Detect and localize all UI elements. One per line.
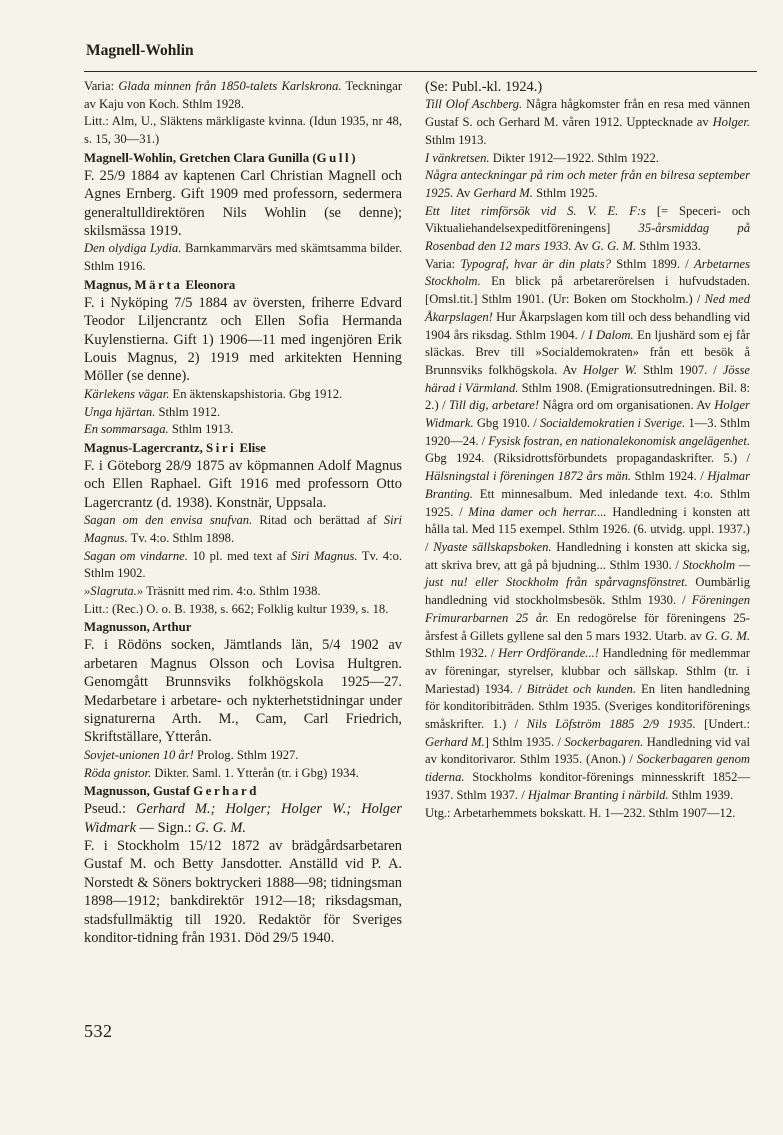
entry-work: En sommarsaga. Sthlm 1913. <box>84 422 234 437</box>
entry-heading: Magnus-Lagercrantz, Siri Elise <box>84 440 266 455</box>
entry-heading: Magnusson, Arthur <box>84 620 192 635</box>
entry-bio: F. i Göteborg 28/9 1875 av köpmannen Adolf Magnus och Ellen Raphael. Gift 1916 med professorn Otto Lagercrantz (d. 1938). Konstnär, Uppsala. <box>84 457 402 511</box>
entry-work: Röda gnistor. Dikter. Saml. 1. Ytterån (tr. i Gbg) 1934. <box>84 765 359 780</box>
entry-work: Sovjet-unionen 10 år! Prolog. Sthlm 1927. <box>84 747 299 762</box>
entry-work: »Slagruta.» Träsnitt med rim. 4:o. Sthlm 1938. <box>84 584 321 599</box>
page-header: Magnell-Wohlin <box>86 42 194 59</box>
entry-bio: F. i Rödöns socken, Jämtlands län, 5/4 1902 av arbetaren Magnus Olsson och Lovisa Hultgren. Genomgått Brunnsviks folkhögskola 1925—27. Medarbetare i arbetare- och nykterhetstidningar under signaturerna Arth. M., Cam, Carl Friedrich, Skriftställare, Ytterån. <box>84 637 402 746</box>
right-column <box>425 78 750 822</box>
entry-work: Den olydiga Lydia. Barnkammarvärs med skämtsamma bilder. Sthlm 1916. <box>84 241 403 274</box>
header-rule <box>84 71 757 72</box>
entry-litt: Litt.: Alm, U., Släktens märkligaste kvinna. (Idun 1935, nr 48, s. 15, 30—31.) <box>84 114 402 147</box>
entry-litt: Litt.: (Rec.) O. o. B. 1938, s. 662; Folklig kultur 1939, s. 18. <box>84 601 389 616</box>
entry-work: Ett litet rimförsök vid S. V. E. F:s [= Speceri- och Viktualiehandelsexpeditföreningens] 35-årsmiddag på Rosenbad den 12 mars 1933. Av G. G. M. Sthlm 1933. <box>425 203 751 254</box>
entry-work: Unga hjärtan. Sthlm 1912. <box>84 404 221 419</box>
entry-work: Några anteckningar på rim och meter från en bilresa september 1925. Av Gerhard M. Sthlm 1925. <box>425 168 750 200</box>
left-column <box>84 78 402 948</box>
entry-heading: Magnusson, Gustaf Gerhard <box>84 784 259 799</box>
entry-bio: F. i Nyköping 7/5 1884 av översten, friherre Edvard Teodor Liljencrantz och Ellen Sofia Hermanda Kuylenstierna. Gift 1) 1906—11 med ingenjören Erik Louis Magnus, 2) 1919 med arkitekten Henning Möller (se denne). <box>84 294 402 385</box>
entry-work: Till Olof Aschberg. Några hågkomster från en resa med vännen Gustaf S. och Gerhard M. våren 1912. Upptecknade av Holger. Sthlm 1913. <box>425 97 751 147</box>
entry-publ: (Se: Publ.-kl. 1924.) <box>425 79 543 95</box>
entry-work: Sagan om den envisa snufvan. Ritad och berättad af Siri Magnus. Tv. 4:o. Sthlm 1898. <box>84 513 402 545</box>
entry-work: Kärlekens vägar. En äktenskapshistoria. Gbg 1912. <box>84 386 343 401</box>
entry-varia: Varia: Glada minnen från 1850-talets Karlskrona. Teckningar av Kaju von Koch. Sthlm 1928. <box>84 79 403 111</box>
entry-work: I vänkretsen. Dikter 1912—1922. Sthlm 1922. <box>425 150 659 165</box>
entry-utg: Utg.: Arbetarhemmets bokskatt. H. 1—232. Sthlm 1907—12. <box>425 805 736 820</box>
entry-heading: Magnell-Wohlin, Gretchen Clara Gunilla (Gull) <box>84 150 356 165</box>
entry-bio: F. 25/9 1884 av kaptenen Carl Christian Magnell och Agnes Ernberg. Gift 1909 med professorn, sedermera generaltulldirektören Nils Wohlin (se denne); skilsmässa 1919. <box>84 167 402 240</box>
entry-work: Sagan om vindarne. 10 pl. med text af Siri Magnus. Tv. 4:o. Sthlm 1902. <box>84 548 403 581</box>
entry-pseud: Pseud.: Gerhard M.; Holger; Holger W.; Holger Widmark — Sign.: G. G. M. <box>84 801 402 836</box>
entry-varia: Varia: Typograf, hvar är din plats? Sthlm 1899. / Arbetarnes Stockholm. En blick på arbetarerörelsen i hufvudstaden. [Omsl.tit.] Sthlm 1901. (Ur: Boken om Stockholm.) / Ned med Åkarpslagen! Hur Åkarpslagen kom till och dess behandling vid 1904 års riksdag. Sthlm 1904. / I Dalom. En ljushärd som ej får släckas. Brev till »Socialdemokraten» från ett besök å Brunnsviks folkhögskola. Av Holger W. Sthlm 1907. / Jösse härad i Värmland. Sthlm 1908. (Emigrationsutredningen. Bil. 8: 2.) / Till dig, arbetare! Några ord om organisationen. Av Holger Widmark. Gbg 1910. / Socialdemokratien i Sverige. 1—3. Sthlm 1920—24. / Fysisk fostran, en nationalekonomisk angelägenhet. Gbg 1924. (Riksidrottsförbundets propagandaskrifter. 5.) / Hälsningstal i föreningen 1872 års män. Sthlm 1924. / Hjalmar Branting. Ett minnesalbum. Med inledande text. 4:o. Sthlm 1925. / Mina damer och herrar.... Handledning i konsten att hålla tal. Med 115 exempel. Sthlm 1926. (6. utvidg. uppl. 1937.) / Nyaste sällskapsboken. Handledning i konsten att skicka sig, att skriva brev, att gå på bjudning... Sthlm 1930. / Stockholm — just nu! eller Stockholm från spårvagnsfönstret. Oumbärlig handledning vid stockholmsbesök. Sthlm 1930. / Föreningen Frimurarbarnen 25 år. En redogörelse för föreningens 25-årsfest å Gillets gyllene sal den 5 mars 1932. Utarb. av G. G. M. Sthlm 1932. / Herr Ordförande...! Handledning för medlemmar av föreningar, styrelser, klubbar och sällskap. Sthlm (tr. i Mariestad) 1934. / Biträdet och kunden. En liten handledning för konditoribiträden. Sthlm 1935. (Sveriges konditoriförenings småskrifter. 1.) / Nils Löfström 1885 2/9 1935. [Undert.: Gerhard M.] Sthlm 1935. / Sockerbagaren. Handledning vid val av konditorivaror. Sthlm 1935. (Anon.) / Sockerbagaren genom tiderna. Stockholms konditor-förenings minnesskrift 1852—1937. Sthlm 1937. / Hjalmar Branting i närbild. Sthlm 1939. <box>425 256 751 802</box>
entry-bio: F. i Stockholm 15/12 1872 av brädgårdsarbetaren Gustaf M. och Betty Jansdotter. Anställd vid P. A. Norstedt & Söners boktryckeri 1888—98; tidningsman 1898—1912; bankdirektör 1912—18; riksdagsman, stadsfullmäktig till 1920. Redaktör för Sveriges konditor-tidning från 1931. Död 29/5 1940. <box>84 838 402 947</box>
entry-heading: Magnus, Märta Eleonora <box>84 277 236 292</box>
page-number: 532 <box>84 1021 113 1041</box>
